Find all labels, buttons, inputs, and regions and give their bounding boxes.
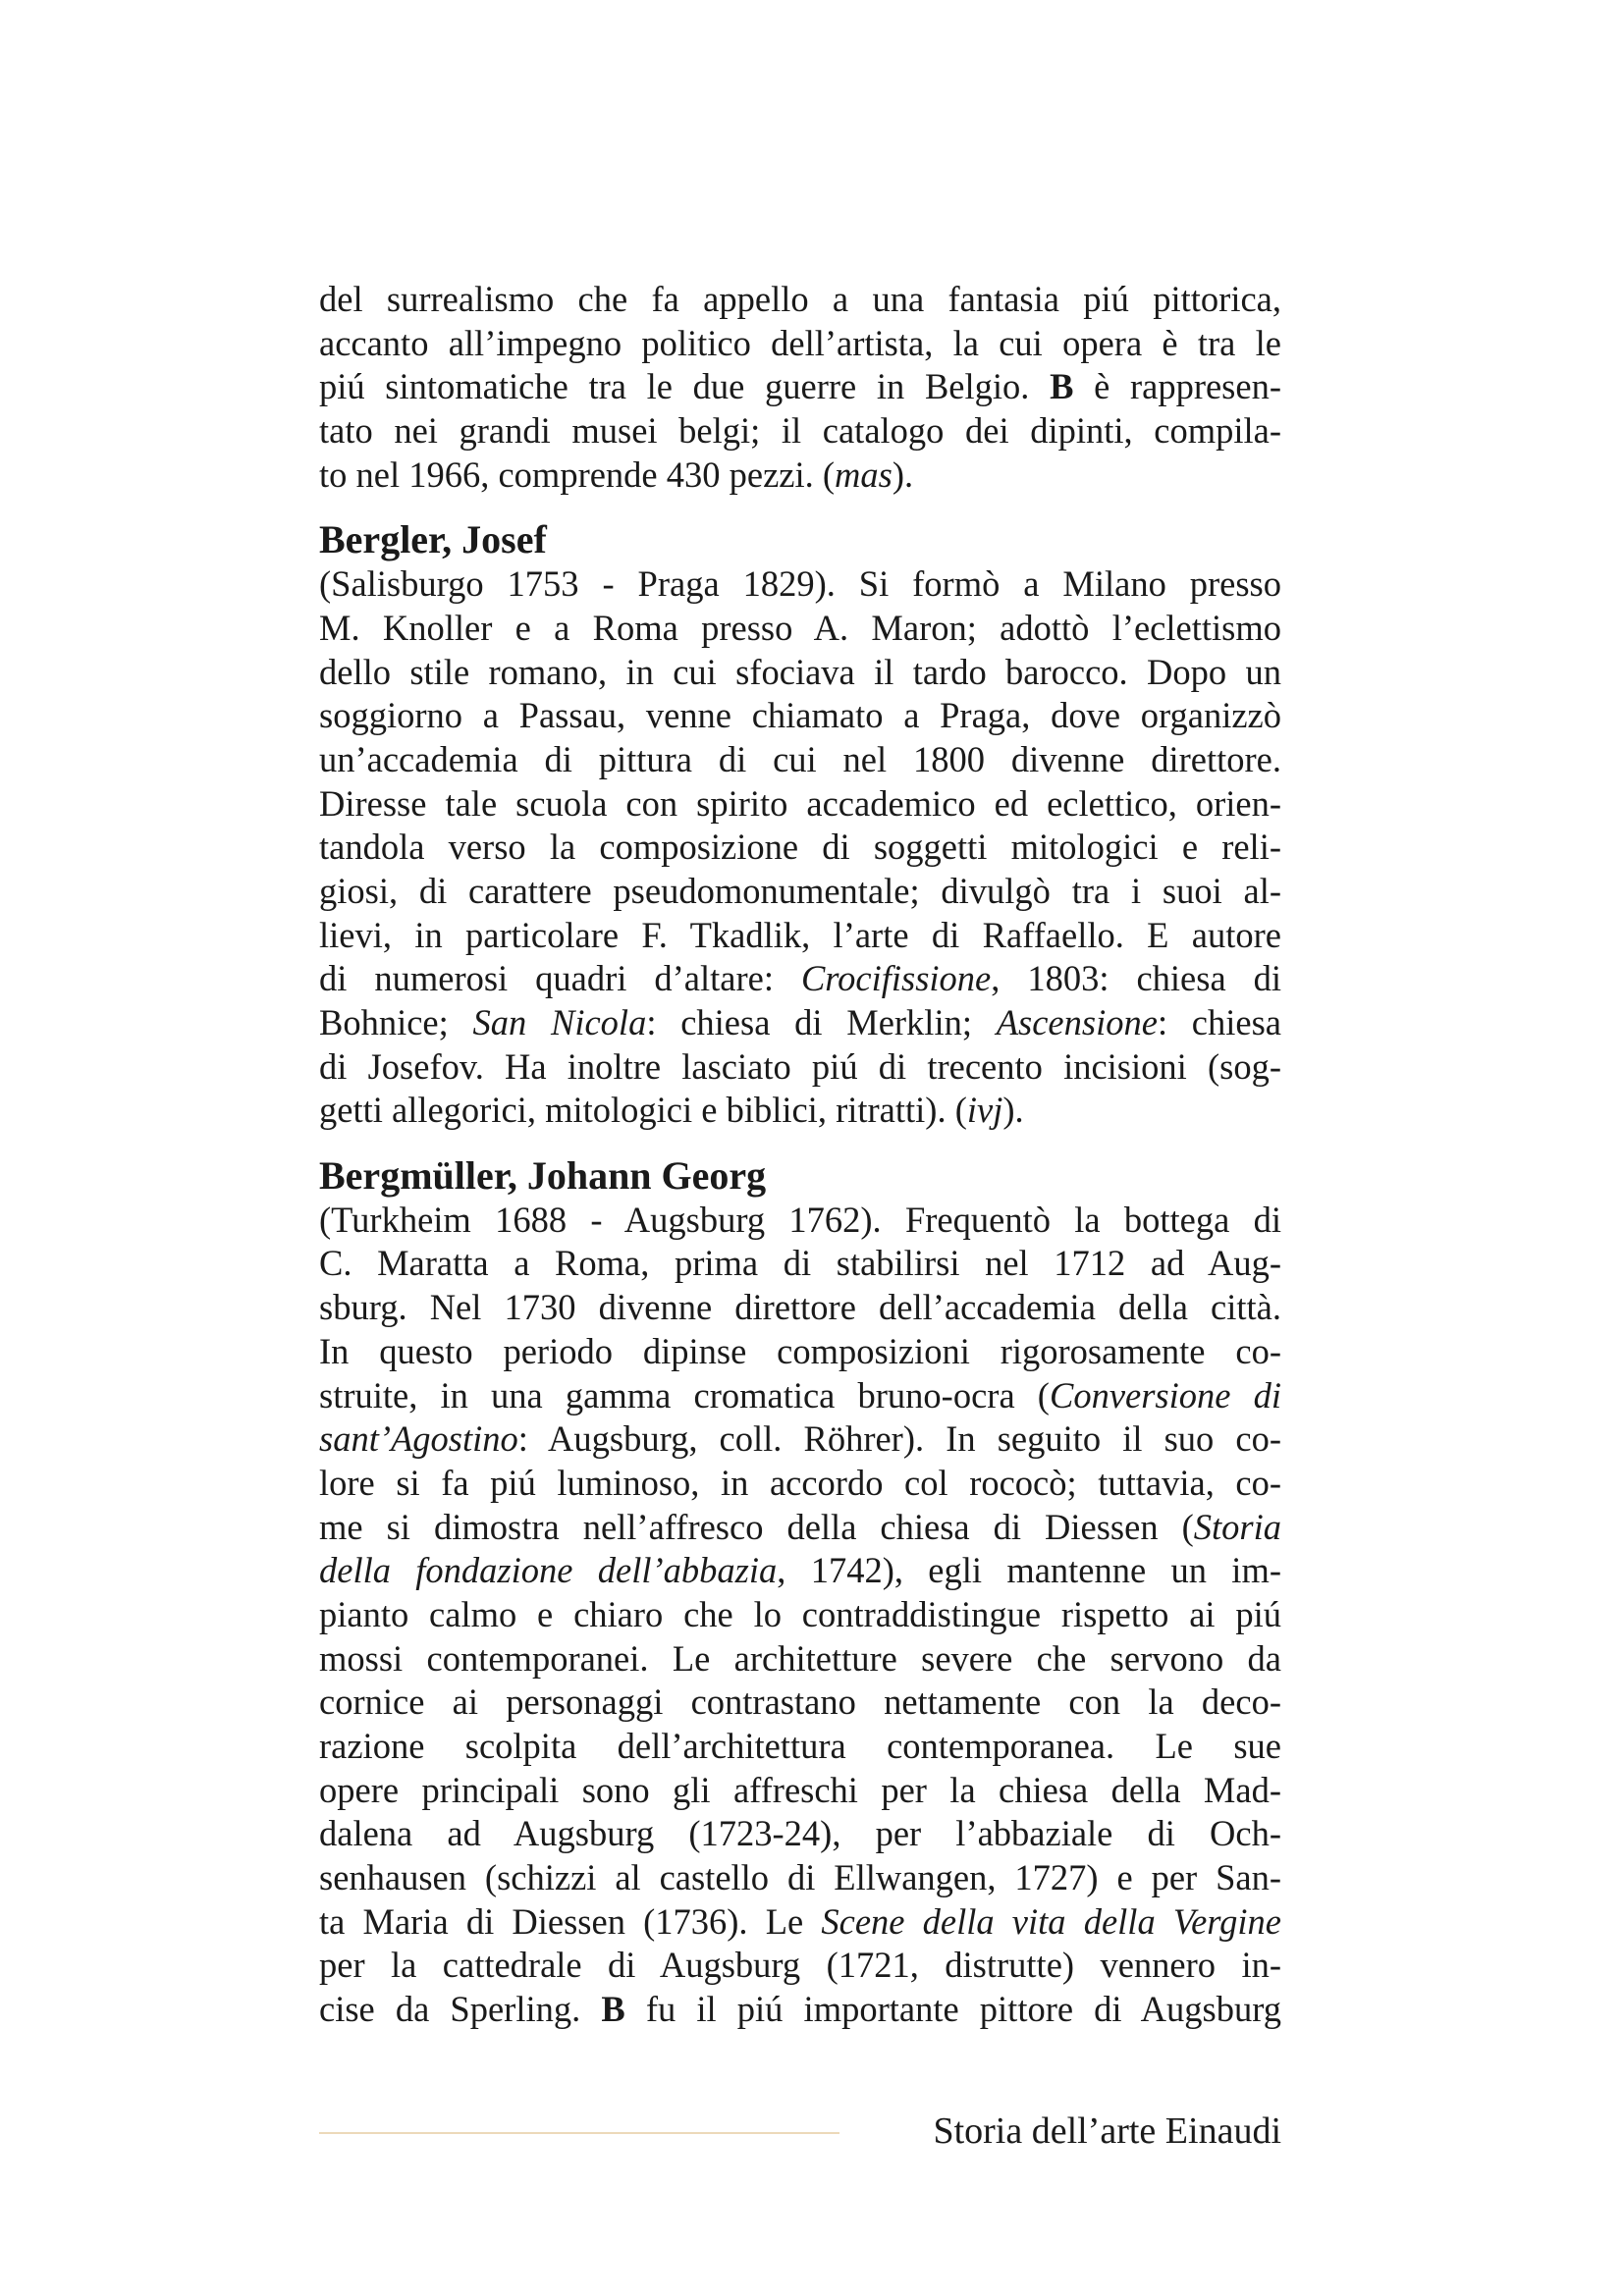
text-line [319, 454, 1281, 498]
text-line: Diresse tale scuola con spirito accademico ed eclettico, orien- [319, 782, 1281, 824]
text-line [319, 1001, 1281, 1045]
text-run: piú sintomatiche tra le due guerre in Belgio. [319, 366, 1030, 407]
text-run: to nel 1966, comprende 430 pezzi. ( [319, 454, 836, 495]
text-run: di numerosi quadri d’altare: [319, 958, 774, 999]
text-line [319, 365, 1281, 409]
text-line: sburg. Nel 1730 divenne direttore dell’accademia della città. [319, 1287, 1281, 1328]
text-line [319, 1417, 1281, 1462]
text-line [319, 957, 1281, 1001]
artwork-title: San Nicola [472, 1002, 647, 1042]
author-initials: mas [835, 454, 893, 495]
text-line [319, 1900, 1281, 1945]
text-line: pianto calmo e chiaro che lo contraddistingue rispetto ai piú [319, 1593, 1281, 1634]
text-line: cornice ai personaggi contrastano nettamente con la deco- [319, 1682, 1281, 1723]
text-run: : chiesa di Merklin; [646, 1002, 972, 1042]
text-line [319, 1506, 1281, 1550]
artwork-title: Storia [1193, 1506, 1281, 1547]
text-line [319, 1549, 1281, 1593]
text-line: lievi, in particolare F. Tkadlik, l’arte di Raffaello. E autore [319, 914, 1281, 955]
text-line: tandola verso la composizione di soggetti mitologici e reli- [319, 827, 1281, 868]
text-run: me si dimostra nell’affresco della chiesa di Diessen ( [319, 1506, 1194, 1547]
bold-initial: B [1050, 366, 1074, 407]
text-line: lore si fa piú luminoso, in accordo col rococò; tuttavia, co- [319, 1462, 1281, 1503]
artwork-title: della fondazione dell’abbazia [319, 1550, 778, 1591]
artwork-title: sant’Agostino [319, 1418, 518, 1460]
author-initials: ivj [966, 1090, 1003, 1131]
text-run: struite, in una gamma cromatica bruno-ocra ( [319, 1374, 1050, 1415]
text-run: Bohnice; [319, 1002, 449, 1042]
text-line: accanto all’impegno politico dell’artista, la cui opera è tra le [319, 322, 1281, 363]
entry-heading-bergler: Bergler, Josef [319, 517, 547, 562]
artwork-title: Conversione di [1049, 1374, 1282, 1415]
intro-paragraph [319, 278, 1281, 497]
artwork-title: Scene della vita della Vergine [821, 1900, 1281, 1942]
text-line [319, 1988, 1281, 2032]
text-line: razione scolpita dell’architettura contemporanea. Le sue [319, 1726, 1281, 1766]
text-line: M. Knoller e a Roma presso A. Maron; adottò l’eclettismo [319, 607, 1281, 648]
footer-rule [319, 2132, 839, 2134]
text-line: (Salisburgo 1753 - Praga 1829). Si formò a Milano presso [319, 563, 1281, 605]
text-line: C. Maratta a Roma, prima di stabilirsi nel 1712 ad Aug- [319, 1243, 1281, 1284]
text-line: dalena ad Augsburg (1723-24), per l’abbaziale di Och- [319, 1813, 1281, 1854]
bold-initial: B [601, 1989, 625, 2030]
text-line: giosi, di carattere pseudomonumentale; divulgò tra i suoi al- [319, 870, 1281, 911]
text-line: dello stile romano, in cui sfociava il tardo barocco. Dopo un [319, 651, 1281, 692]
text-line [319, 1374, 1281, 1418]
text-run: getti allegorici, mitologici e biblici, ritratti). ( [319, 1090, 967, 1131]
text-run: : Augsburg, coll. Röhrer). In seguito il suo co- [517, 1418, 1281, 1460]
entry-body-bergler [319, 562, 1281, 1133]
entry-body-bergmuller [319, 1199, 1281, 2032]
text-line: (Turkheim 1688 - Augsburg 1762). Frequentò la bottega di [319, 1199, 1281, 1240]
text-line: di Josefov. Ha inoltre lasciato piú di trecento incisioni (sog- [319, 1045, 1281, 1087]
text-line: In questo periodo dipinse composizioni rigorosamente co- [319, 1330, 1281, 1371]
entry-heading-bergmuller: Bergmüller, Johann Georg [319, 1153, 767, 1199]
text-line [319, 1089, 1281, 1133]
artwork-title: Ascensione [996, 1002, 1158, 1042]
text-line: mossi contemporanei. Le architetture severe che servono da [319, 1637, 1281, 1679]
text-line: del surrealismo che fa appello a una fantasia piú pittorica, [319, 279, 1281, 319]
text-line: tato nei grandi musei belgi; il catalogo dei dipinti, compila- [319, 410, 1281, 452]
text-line: per la cattedrale di Augsburg (1721, distrutte) vennero in- [319, 1945, 1281, 1986]
text-run: è rappresen- [1094, 366, 1281, 407]
text-run: ). [892, 454, 914, 495]
text-line: opere principali sono gli affreschi per la chiesa della Mad- [319, 1769, 1281, 1810]
text-run: , 1803: chiesa di [991, 958, 1282, 999]
text-line: soggiorno a Passau, venne chiamato a Praga, dove organizzò [319, 695, 1281, 736]
page-footer [319, 2107, 1281, 2156]
text-run: : chiesa [1157, 1002, 1282, 1042]
text-run: cise da Sperling. [319, 1989, 581, 2030]
artwork-title: Crocifissione [800, 958, 992, 999]
text-line: senhausen (schizzi al castello di Ellwangen, 1727) e per San- [319, 1857, 1281, 1898]
text-line: un’accademia di pittura di cui nel 1800 divenne direttore. [319, 738, 1281, 779]
text-run: , 1742), egli mantenne un im- [777, 1550, 1281, 1591]
footer-title: Storia dell’arte Einaudi [933, 2110, 1281, 2152]
text-run: ta Maria di Diessen (1736). Le [319, 1900, 804, 1942]
page-body [319, 278, 1281, 2032]
text-run: fu il piú importante pittore di Augsburg [645, 1989, 1281, 2030]
text-run: ). [1002, 1090, 1024, 1131]
